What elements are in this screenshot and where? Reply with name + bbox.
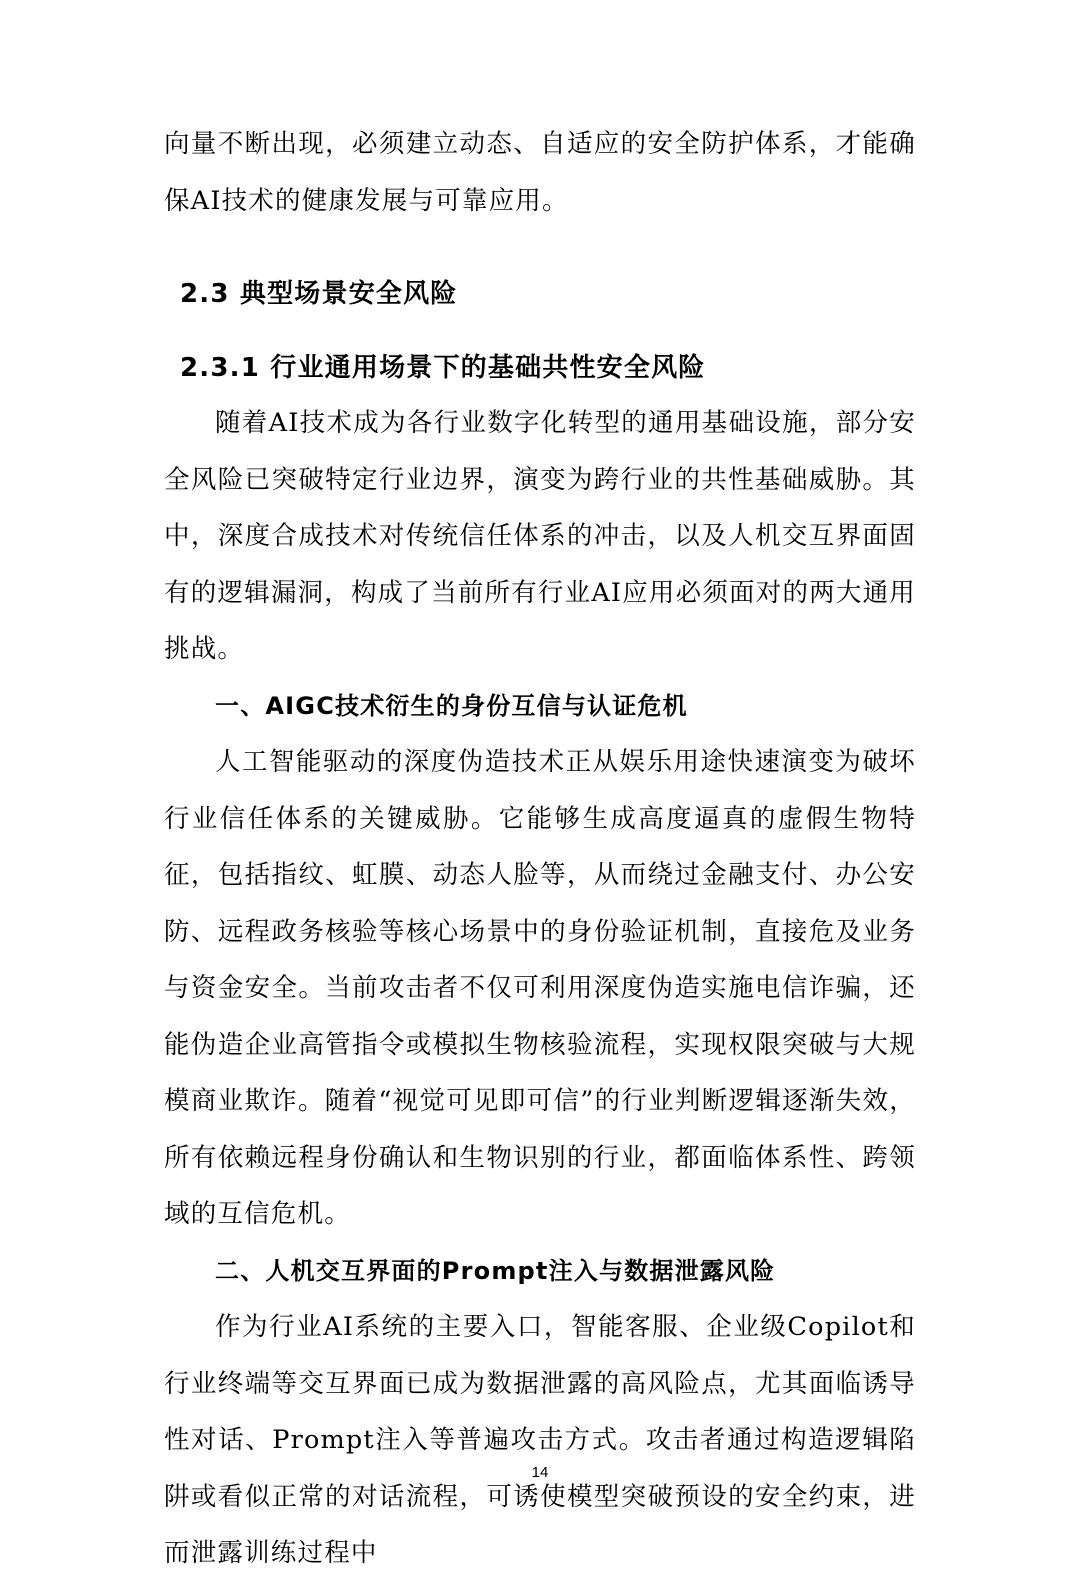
subsection-heading: 2.3.1 行业通用场景下的基础共性安全风险	[180, 353, 706, 383]
page-body	[164, 116, 916, 1582]
section-heading: 2.3 典型场景安全风险	[180, 279, 458, 309]
page-number: 14	[531, 1464, 549, 1481]
heading-one: 一、AIGC技术衍生的身份互信与认证危机	[215, 691, 688, 720]
heading-two: 二、人机交互界面的Prompt注入与数据泄露风险	[215, 1256, 776, 1285]
paragraph-one: 人工智能驱动的深度伪造技术正从娱乐用途快速演变为破坏行业信任体系的关键威胁。它能够生成高度逼真的虚假生物特征，包括指纹、虹膜、动态人脸等，从而绕过金融支付、办公安防、远程政务核验等核心场景中的身份验证机制，直接危及业务与资金安全。当前攻击者不仅可利用深度伪造实施电信诈骗，还能伪造企业高管指令或模拟生物核验流程，实现权限突破与大规模商业欺诈。随着“视觉可见即可信”的行业判断逻辑逐渐失效，所有依赖远程身份确认和生物识别的行业，都面临体系性、跨领域的互信危机。	[164, 747, 916, 1229]
paragraph-two: 作为行业AI系统的主要入口，智能客服、企业级Copilot和行业终端等交互界面已成为数据泄露的高风险点，尤其面临诱导性对话、Prompt注入等普遍攻击方式。攻击者通过构造逻辑陷阱或看似正常的对话流程，可诱使模型突破预设的安全约束，进而泄露训练过程中	[164, 1312, 916, 1568]
paragraph-continuation: 向量不断出现，必须建立动态、自适应的安全防护体系，才能确保AI技术的健康发展与可靠应用。	[164, 129, 916, 216]
paragraph-intro: 随着AI技术成为各行业数字化转型的通用基础设施，部分安全风险已突破特定行业边界，演变为跨行业的共性基础威胁。其中，深度合成技术对传统信任体系的冲击，以及人机交互界面固有的逻辑漏洞，构成了当前所有行业AI应用必须面对的两大通用挑战。	[164, 408, 916, 664]
